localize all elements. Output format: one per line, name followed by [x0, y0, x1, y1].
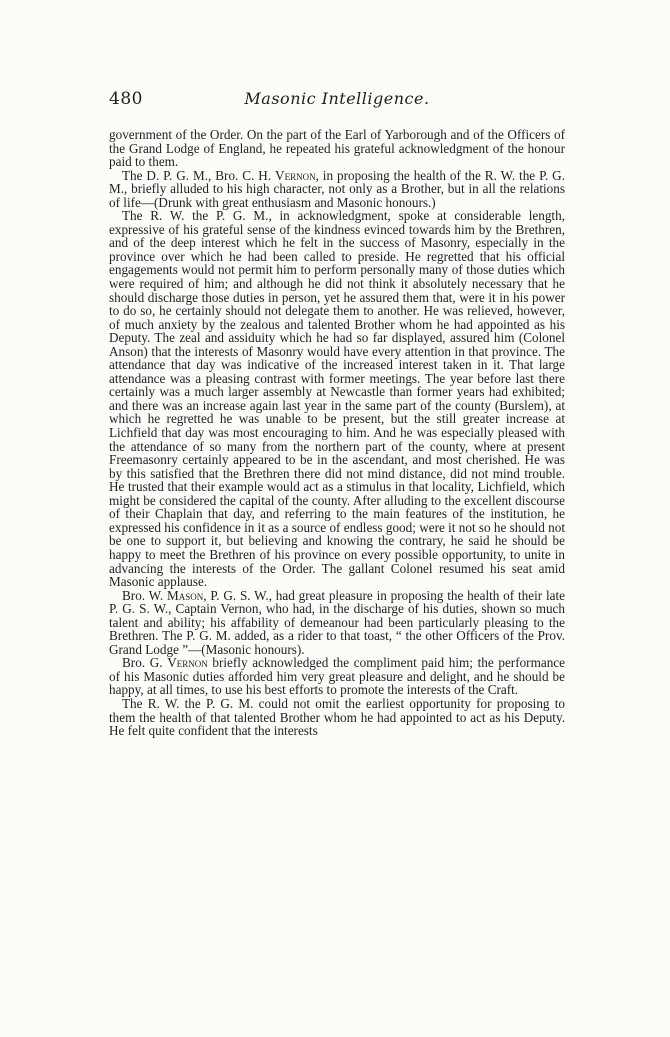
- paragraph-text: , in proposing the health of the R. W. the P. G. M., briefly alluded to his high character, not only as a Brother, but in all the relations of life—(Drunk with great enthusiasm and Masonic honours.): [109, 167, 565, 210]
- name-smallcaps: Vernon: [275, 167, 316, 183]
- paragraph-text: government of the Order. On the part of the Earl of Yarborough and of the Officers of the Grand Lodge of England, he repeated his grateful acknowledgment of the honour paid to them.: [109, 127, 565, 170]
- paragraph: [109, 169, 565, 210]
- paragraph-text: The R. W. the P. G. M. could not omit the earliest opportunity for proposing to them the health of that talented Brother whom he had appointed to act as his Deputy. He felt quite confident that the interests: [109, 695, 565, 739]
- paragraph-text: briefly acknowledged the compliment paid him; the performance of his Masonic duties afforded him very great pleasure and delight, and he should be happy, at all times, to use his best efforts to promote the interests of the Craft.: [109, 655, 565, 698]
- page-header: [109, 89, 565, 113]
- paragraph: [109, 128, 565, 169]
- paragraph-text: The R. W. the P. G. M., in acknowledgment, spoke at considerable length, expressive of his grateful sense of the kindness evinced towards him by the Brethren, and of the deep interest which he felt in the success of Masonry, especially in the province over which he had been called to preside. He regretted that his official engagements would not permit him to perform personally many of those duties which were required of him; and although he did not think it absolutely necessary that he should discharge those duties in person, yet he assured them that, were it in his power to do so, he certainly should not delegate them to another. He was relieved, however, of much anxiety by the zealous and talented Brother whom he had appointed as his Deputy. The zeal and assiduity which he had so far displayed, assured him (Colonel Anson) that the interests of Masonry would have every attention in that province. The attendance that day was indicative of the increased interest taken in it. That large attendance was a pleasing contrast with former meetings. The year before last there certainly was a much larger assembly at Newcastle than former years had exhibited; and there was an increase again last year in the same part of the county (Burslem), at which he regretted he was unable to be present, but the still greater increase at Lichfield that day was most encouraging to him. And he was especially pleased with the attendance of so many from the northern part of the county, where at present Freemasonry certainly appeared to be in the ascendant, and most cherished. He was by this satisfied that the Brethren there did not mind distance, did not mind trouble. He trusted that their example would act as a stimulus in that locality, Lichfield, which might be considered the capital of the county. After alluding to the excellent discourse of their Chaplain that day, and referring to the main features of the institution, he expressed his confidence in it as a source of endless good; were it not so he should not be one to support it, but believing and knowing the contrary, he said he should be happy to meet the Brethren of his province on every possible opportunity, to unite in advancing the interests of the Order. The gallant Colonel resumed his seat amid Masonic applause.: [109, 208, 565, 590]
- paragraph-text: The D. P. G. M., Bro. C. H.: [122, 167, 276, 183]
- paragraph: [109, 697, 565, 738]
- body-text: [109, 128, 565, 738]
- paragraph: [109, 209, 565, 588]
- paragraph-text: Bro. G.: [122, 655, 168, 671]
- running-title: Masonic Intelligence.: [244, 89, 430, 108]
- paragraph-text: Bro. W.: [122, 587, 167, 603]
- paragraph: [109, 656, 565, 697]
- paragraph-text: , P. G. S. W., had great pleasure in proposing the health of their late P. G. S. W., Captain Vernon, who had, in the discharge of his duties, shown so much talent and ability; his affability of demeanour had been particularly pleasing to the Brethren. The P. G. M. added, as a rider to that toast, “ the other Officers of the Prov. Grand Lodge ”—(Masonic honours).: [109, 587, 565, 657]
- page-number: 480: [109, 89, 143, 109]
- paragraph: [109, 589, 565, 657]
- name-smallcaps: Mason: [167, 587, 204, 603]
- name-smallcaps: Vernon: [167, 655, 208, 671]
